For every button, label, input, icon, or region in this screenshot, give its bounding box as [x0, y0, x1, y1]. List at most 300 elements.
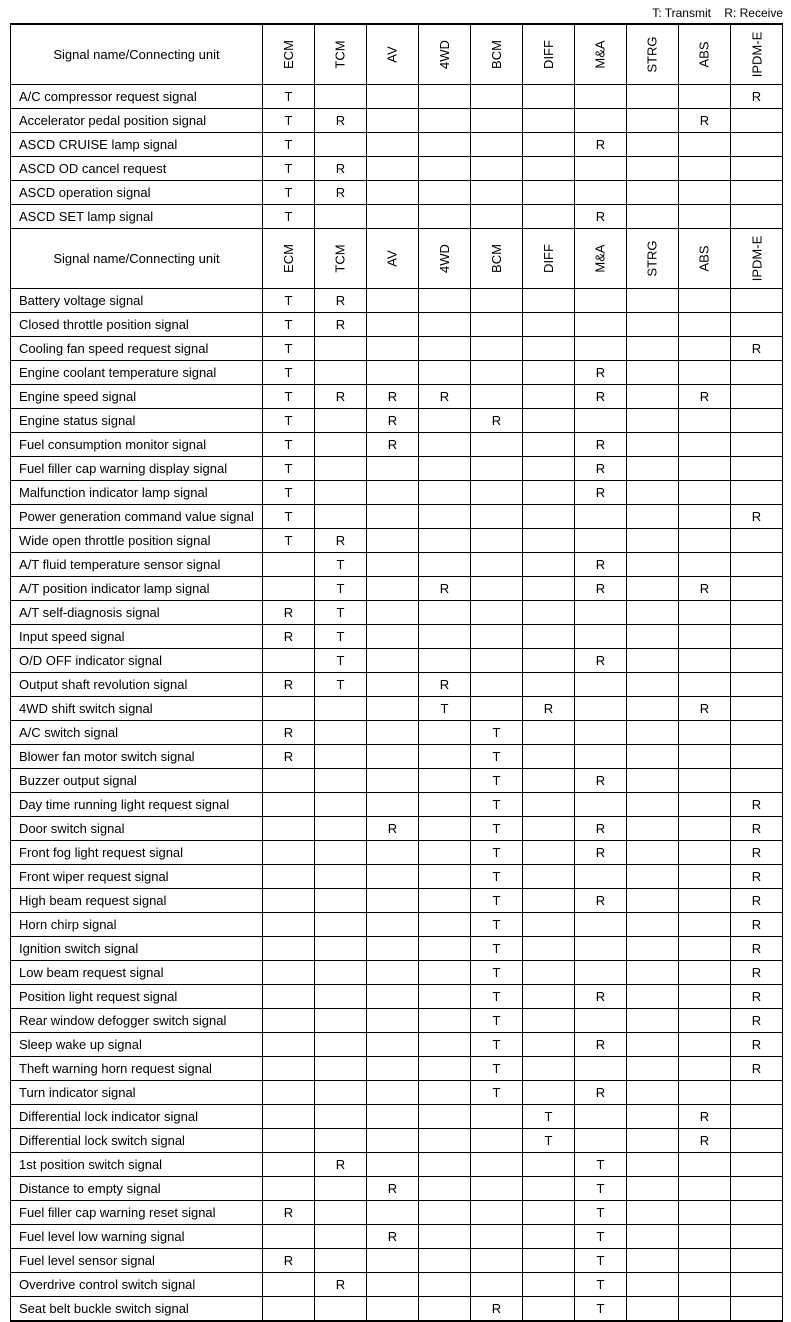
signal-cell: [315, 985, 367, 1009]
unit-label: 4WD: [436, 244, 452, 273]
signal-cell: [523, 601, 575, 625]
table-row: [11, 1081, 783, 1105]
signal-cell: [627, 313, 679, 337]
signal-cell: [315, 1129, 367, 1153]
signal-cell: [367, 673, 419, 697]
table-row: [11, 1249, 783, 1273]
signal-cell: T: [263, 109, 315, 133]
signal-cell: [367, 721, 419, 745]
signal-cell: R: [679, 577, 731, 601]
column-header-unit: [315, 229, 367, 289]
signal-cell: [627, 601, 679, 625]
signal-cell: [523, 313, 575, 337]
signal-cell: [523, 793, 575, 817]
column-header-unit: [367, 24, 419, 85]
legend: T: Transmit R: Receive: [652, 6, 783, 20]
signal-cell: [263, 817, 315, 841]
signal-cell: [731, 313, 783, 337]
signal-cell: [627, 457, 679, 481]
signal-cell: R: [679, 1129, 731, 1153]
signal-cell: [315, 913, 367, 937]
signal-cell: [627, 913, 679, 937]
signal-cell: R: [575, 481, 627, 505]
signal-cell: [419, 769, 471, 793]
signal-cell: [315, 133, 367, 157]
table-row: [11, 289, 783, 313]
signal-name: Rear window defogger switch signal: [11, 1009, 263, 1033]
signal-cell: [575, 1105, 627, 1129]
signal-cell: [523, 937, 575, 961]
signal-cell: [627, 673, 679, 697]
signal-cell: R: [731, 865, 783, 889]
signal-cell: [315, 1201, 367, 1225]
signal-cell: [731, 409, 783, 433]
signal-cell: [419, 1009, 471, 1033]
signal-cell: R: [575, 817, 627, 841]
table-row: [11, 577, 783, 601]
signal-cell: [523, 913, 575, 937]
signal-cell: [419, 529, 471, 553]
table-row: [11, 181, 783, 205]
signal-name: Malfunction indicator lamp signal: [11, 481, 263, 505]
signal-cell: [471, 673, 523, 697]
table-row: [11, 769, 783, 793]
signal-cell: [731, 625, 783, 649]
signal-cell: [419, 625, 471, 649]
signal-cell: [627, 157, 679, 181]
table-row: [11, 673, 783, 697]
table-row: [11, 1201, 783, 1225]
signal-cell: [419, 1033, 471, 1057]
signal-cell: [627, 1273, 679, 1297]
table-row: [11, 337, 783, 361]
signal-cell: [471, 157, 523, 181]
signal-cell: [523, 481, 575, 505]
signal-cell: R: [679, 385, 731, 409]
signal-cell: [471, 529, 523, 553]
signal-cell: [575, 505, 627, 529]
signal-cell: [627, 85, 679, 109]
signal-cell: T: [263, 181, 315, 205]
table-row: [11, 1057, 783, 1081]
signal-cell: [523, 577, 575, 601]
column-header-unit: [367, 229, 419, 289]
signal-cell: R: [263, 745, 315, 769]
signal-cell: [627, 865, 679, 889]
signal-cell: [471, 205, 523, 229]
signal-cell: [627, 109, 679, 133]
signal-cell: T: [471, 1033, 523, 1057]
signal-cell: [419, 1177, 471, 1201]
signal-name: Day time running light request signal: [11, 793, 263, 817]
signal-cell: [471, 385, 523, 409]
signal-cell: [679, 181, 731, 205]
signal-cell: [575, 85, 627, 109]
signal-cell: R: [263, 601, 315, 625]
table-row: [11, 1105, 783, 1129]
signal-cell: R: [367, 1225, 419, 1249]
signal-cell: [419, 505, 471, 529]
unit-label: STRG: [645, 240, 660, 277]
signal-cell: R: [575, 889, 627, 913]
signal-cell: [367, 1249, 419, 1273]
signal-cell: [367, 1009, 419, 1033]
signal-cell: [731, 1225, 783, 1249]
signal-cell: [263, 1177, 315, 1201]
unit-label: AV: [384, 250, 400, 267]
signal-cell: [471, 289, 523, 313]
signal-cell: [263, 1153, 315, 1177]
column-header-unit: [679, 229, 731, 289]
signal-cell: [627, 577, 679, 601]
table-row: [11, 937, 783, 961]
signal-cell: [419, 1249, 471, 1273]
signal-cell: T: [315, 601, 367, 625]
signal-cell: [627, 625, 679, 649]
signal-cell: [679, 913, 731, 937]
table-row: [11, 529, 783, 553]
table-row: [11, 1153, 783, 1177]
signal-cell: [679, 1177, 731, 1201]
signal-cell: [523, 505, 575, 529]
signal-cell: [471, 181, 523, 205]
signal-cell: [679, 157, 731, 181]
signal-cell: [679, 1033, 731, 1057]
signal-cell: [315, 85, 367, 109]
unit-label: AV: [384, 46, 400, 63]
signal-cell: [731, 1249, 783, 1273]
signal-name: Differential lock indicator signal: [11, 1105, 263, 1129]
signal-cell: [263, 841, 315, 865]
signal-cell: [367, 133, 419, 157]
signal-cell: [419, 1225, 471, 1249]
signal-cell: [419, 601, 471, 625]
signal-cell: [679, 1153, 731, 1177]
signal-cell: [575, 937, 627, 961]
signal-cell: T: [575, 1177, 627, 1201]
signal-cell: [419, 1273, 471, 1297]
signal-cell: [315, 865, 367, 889]
signal-cell: [731, 433, 783, 457]
signal-name: ASCD operation signal: [11, 181, 263, 205]
signal-cell: [315, 481, 367, 505]
signal-cell: [627, 985, 679, 1009]
signal-cell: [679, 133, 731, 157]
signal-cell: R: [731, 1057, 783, 1081]
signal-cell: [523, 361, 575, 385]
signal-cell: [679, 1225, 731, 1249]
signal-cell: [523, 1297, 575, 1322]
signal-name: High beam request signal: [11, 889, 263, 913]
signal-cell: [575, 673, 627, 697]
signal-cell: [419, 1081, 471, 1105]
signal-cell: [575, 697, 627, 721]
signal-cell: T: [471, 1009, 523, 1033]
table-row: [11, 745, 783, 769]
column-header-unit: [575, 24, 627, 85]
signal-cell: [367, 601, 419, 625]
signal-cell: [315, 1225, 367, 1249]
signal-cell: [679, 769, 731, 793]
signal-cell: [367, 1105, 419, 1129]
signal-cell: R: [315, 385, 367, 409]
signal-cell: [367, 1201, 419, 1225]
signal-cell: [263, 1081, 315, 1105]
signal-cell: [419, 1105, 471, 1129]
signal-cell: R: [315, 157, 367, 181]
signal-cell: [263, 769, 315, 793]
signal-cell: [367, 553, 419, 577]
signal-cell: [627, 1177, 679, 1201]
signal-cell: [471, 553, 523, 577]
signal-cell: R: [575, 841, 627, 865]
signal-cell: R: [315, 1273, 367, 1297]
signal-cell: [367, 1081, 419, 1105]
signal-cell: [419, 361, 471, 385]
signal-cell: [263, 889, 315, 913]
signal-cell: T: [315, 577, 367, 601]
unit-label: 4WD: [436, 40, 452, 69]
signal-cell: [627, 841, 679, 865]
signal-cell: [367, 157, 419, 181]
signal-cell: T: [575, 1153, 627, 1177]
signal-cell: T: [575, 1297, 627, 1322]
signal-cell: R: [471, 409, 523, 433]
signal-cell: [679, 793, 731, 817]
signal-cell: R: [315, 289, 367, 313]
table-row: [11, 961, 783, 985]
signal-name: A/T self-diagnosis signal: [11, 601, 263, 625]
signal-cell: T: [471, 913, 523, 937]
signal-cell: [679, 457, 731, 481]
unit-label: DIFF: [540, 244, 556, 273]
signal-cell: [679, 649, 731, 673]
signal-cell: [731, 601, 783, 625]
signal-cell: R: [315, 1153, 367, 1177]
column-header-unit: [523, 24, 575, 85]
signal-cell: [263, 1129, 315, 1153]
signal-cell: T: [263, 133, 315, 157]
unit-label: STRG: [645, 36, 660, 73]
unit-label: IPDM-E: [749, 235, 764, 282]
column-header-unit: [627, 24, 679, 85]
signal-cell: [627, 793, 679, 817]
signal-cell: [523, 625, 575, 649]
signal-cell: [367, 181, 419, 205]
signal-cell: R: [731, 937, 783, 961]
signal-cell: R: [315, 109, 367, 133]
signal-cell: [575, 409, 627, 433]
signal-cell: [627, 361, 679, 385]
signal-cell: [523, 133, 575, 157]
signal-name: Accelerator pedal position signal: [11, 109, 263, 133]
signal-cell: T: [523, 1105, 575, 1129]
signal-cell: [419, 289, 471, 313]
signal-cell: [263, 1057, 315, 1081]
signal-cell: [471, 505, 523, 529]
signal-cell: T: [471, 985, 523, 1009]
signal-cell: T: [471, 793, 523, 817]
table-row: [11, 385, 783, 409]
signal-cell: [731, 769, 783, 793]
signal-cell: [679, 505, 731, 529]
signal-cell: R: [731, 841, 783, 865]
signal-cell: [575, 157, 627, 181]
signal-name: Fuel filler cap warning display signal: [11, 457, 263, 481]
unit-label: ECM: [280, 40, 296, 69]
signal-cell: [627, 697, 679, 721]
signal-cell: R: [575, 769, 627, 793]
unit-label: DIFF: [540, 40, 556, 69]
signal-name: Input speed signal: [11, 625, 263, 649]
signal-cell: [575, 913, 627, 937]
column-header-signal: Signal name/Connecting unit: [11, 24, 263, 85]
signal-cell: [575, 529, 627, 553]
signal-cell: [731, 529, 783, 553]
signal-cell: [575, 721, 627, 745]
table-row: [11, 109, 783, 133]
signal-cell: T: [575, 1273, 627, 1297]
signal-cell: R: [731, 337, 783, 361]
signal-cell: T: [575, 1249, 627, 1273]
signal-cell: R: [575, 1033, 627, 1057]
table-row: [11, 913, 783, 937]
signal-cell: R: [471, 1297, 523, 1322]
signal-cell: R: [367, 385, 419, 409]
signal-cell: T: [263, 157, 315, 181]
signal-cell: [523, 1201, 575, 1225]
signal-cell: [731, 721, 783, 745]
signal-cell: [627, 1225, 679, 1249]
table-row: [11, 457, 783, 481]
column-header-unit: [627, 229, 679, 289]
signal-name: Position light request signal: [11, 985, 263, 1009]
signal-cell: T: [471, 1057, 523, 1081]
signal-cell: T: [471, 769, 523, 793]
signal-cell: [679, 673, 731, 697]
signal-cell: [679, 817, 731, 841]
signal-cell: [367, 1297, 419, 1322]
table-row: [11, 157, 783, 181]
signal-cell: [367, 865, 419, 889]
signal-cell: [731, 385, 783, 409]
signal-cell: [315, 433, 367, 457]
signal-cell: [679, 409, 731, 433]
signal-cell: [419, 649, 471, 673]
signal-cell: [367, 769, 419, 793]
signal-cell: [523, 817, 575, 841]
signal-cell: [731, 133, 783, 157]
signal-cell: [263, 553, 315, 577]
table-row: [11, 1009, 783, 1033]
signal-cell: R: [731, 793, 783, 817]
signal-cell: T: [471, 937, 523, 961]
signal-cell: [627, 1057, 679, 1081]
signal-cell: [575, 1057, 627, 1081]
signal-name: Front wiper request signal: [11, 865, 263, 889]
signal-cell: [471, 1129, 523, 1153]
signal-cell: [679, 1273, 731, 1297]
signal-cell: R: [731, 1009, 783, 1033]
signal-cell: [419, 961, 471, 985]
signal-cell: [731, 481, 783, 505]
signal-cell: [627, 1033, 679, 1057]
table-row: [11, 205, 783, 229]
signal-cell: [523, 553, 575, 577]
signal-cell: [523, 1081, 575, 1105]
signal-cell: [731, 1153, 783, 1177]
column-header-unit: [731, 229, 783, 289]
signal-cell: [731, 1129, 783, 1153]
signal-cell: [419, 133, 471, 157]
signal-cell: [367, 361, 419, 385]
signal-cell: [523, 769, 575, 793]
signal-cell: [367, 625, 419, 649]
column-header-unit: [419, 229, 471, 289]
signal-cell: T: [315, 625, 367, 649]
signal-cell: [367, 1057, 419, 1081]
header-row: [11, 229, 783, 289]
signal-cell: R: [731, 889, 783, 913]
signal-cell: [419, 865, 471, 889]
unit-label: M&A: [592, 244, 608, 273]
signal-cell: [367, 841, 419, 865]
signal-name: Engine coolant temperature signal: [11, 361, 263, 385]
signal-cell: [367, 481, 419, 505]
signal-cell: R: [575, 985, 627, 1009]
signal-cell: [315, 361, 367, 385]
signal-cell: [367, 289, 419, 313]
signal-cell: [367, 745, 419, 769]
signal-cell: [627, 1105, 679, 1129]
unit-label: M&A: [592, 40, 608, 69]
signal-name: Blower fan motor switch signal: [11, 745, 263, 769]
signal-cell: [575, 337, 627, 361]
signal-cell: T: [263, 505, 315, 529]
signal-cell: T: [471, 889, 523, 913]
signal-cell: [315, 793, 367, 817]
signal-cell: [471, 577, 523, 601]
signal-cell: R: [367, 817, 419, 841]
signal-cell: [523, 1033, 575, 1057]
signal-cell: [367, 1153, 419, 1177]
column-header-unit: [679, 24, 731, 85]
signal-cell: T: [575, 1201, 627, 1225]
signal-cell: T: [471, 841, 523, 865]
signal-cell: [419, 205, 471, 229]
table-row: [11, 553, 783, 577]
signal-cell: [731, 1201, 783, 1225]
signal-cell: [731, 697, 783, 721]
signal-cell: R: [263, 1249, 315, 1273]
signal-cell: [679, 865, 731, 889]
signal-cell: [627, 961, 679, 985]
signal-cell: R: [575, 133, 627, 157]
signal-cell: [627, 133, 679, 157]
column-header-unit: [471, 24, 523, 85]
column-header-unit: [315, 24, 367, 85]
signal-cell: T: [263, 529, 315, 553]
signal-cell: [731, 205, 783, 229]
signal-cell: [575, 865, 627, 889]
signal-cell: T: [575, 1225, 627, 1249]
table-row: [11, 1273, 783, 1297]
signal-cell: R: [731, 985, 783, 1009]
signal-cell: [419, 109, 471, 133]
signal-cell: [471, 109, 523, 133]
signal-cell: [367, 457, 419, 481]
table-row: [11, 625, 783, 649]
